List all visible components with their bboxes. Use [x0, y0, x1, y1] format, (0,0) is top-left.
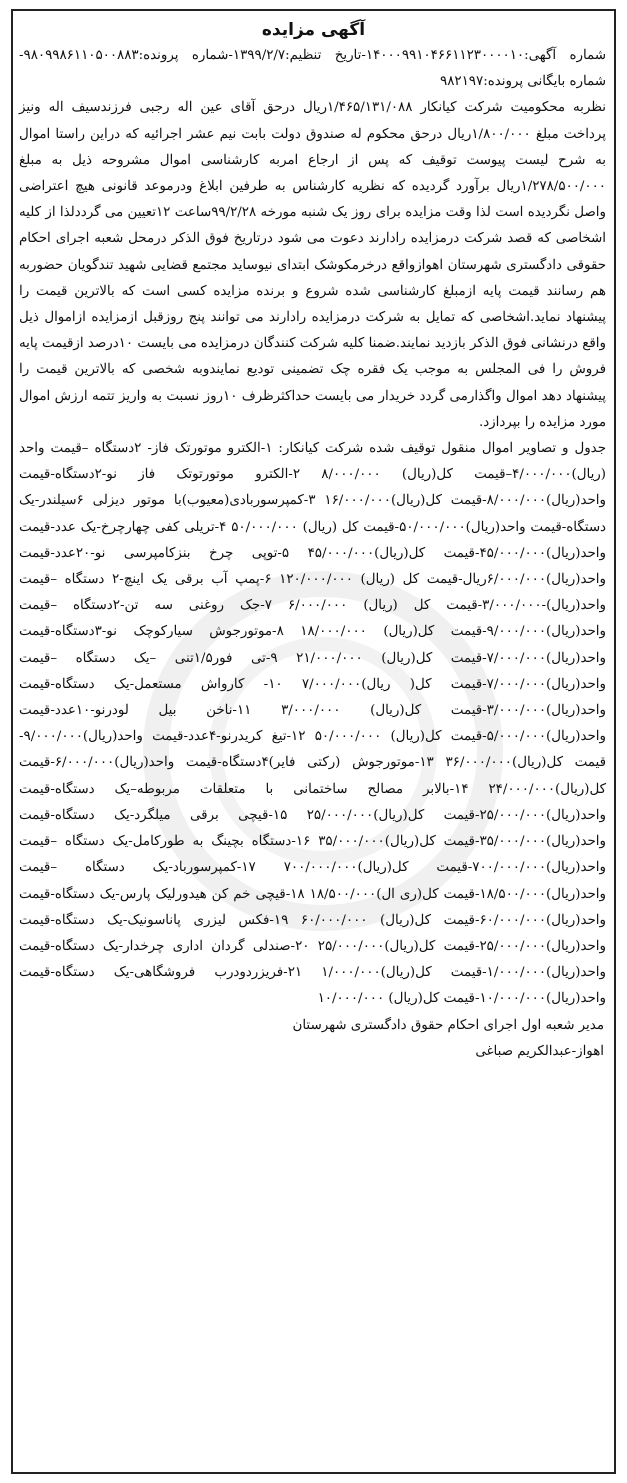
signature-name: اهواز-عبدالکریم صباغی — [475, 1043, 604, 1059]
notice-title: آگهی مزایده — [261, 20, 366, 40]
notice-items-list: جدول و تصاویر اموال منقول توقیف شده شرکت کیانکار: ۱-الکترو موتورتک فاز- ۲دستگاه –قیمت واحد (ریال)۴/۰۰۰/۰۰۰–قیمت کل(ریال) ۸/۰۰۰/۰۰۰ ۲-الکترو موتورتوتک فاز نو-۲دستگاه-قیمت واحد(ریال)۸/۰۰۰/۰۰۰-قیمت کل(ریال)۱۶/۰۰۰/۰۰۰ ۳-کمپرسوربادی(معیوب)با موتور دیزلی ۶سیلندر-یک دستگاه-قیمت واحد(ریال)۵۰/۰۰۰/۰۰۰-قیمت کل (ریال) ۵۰/۰۰۰/۰۰۰ ۴-تریلی کفی چهارچرخ-یک عدد-قیمت واحد(ریال)۴۵/۰۰۰/۰۰۰-قیمت کل(ریال)۴۵/۰۰۰/۰۰۰ ۵-توپی چرخ بنزکامپرسی نو-۲۰عدد-قیمت واحد(ریال)۶/۰۰۰/۰۰۰ریال-قیمت کل (ریال) ۱۲۰/۰۰۰/۰۰۰ ۶-پمپ آب برقی یک اینچ-۲ دستگاه –قیمت واحد(ریال)-۳/۰۰۰/۰۰۰-قیمت کل (ریال) ۶/۰۰۰/۰۰۰ ۷-جک روغنی سه تن-۲دستگاه –قیمت واحد(ریال)۹/۰۰۰/۰۰۰-قیمت کل(ریال) ۱۸/۰۰۰/۰۰۰ ۸-موتورجوش سیارکوچک نو-۳دستگاه-قیمت واحد(ریال)۷/۰۰۰/۰۰۰-قیمت کل(ریال) ۲۱/۰۰۰/۰۰۰ ۹-تی فور۱/۵تنی –یک دستگاه –قیمت واحد(ریال)۷/۰۰۰/۰۰۰-قیمت کل( ریال)۷/۰۰۰/۰۰۰ ۱۰- کارواش مستعمل-یک دستگاه-قیمت واحد(ریال)۳/۰۰۰/۰۰۰-قیمت کل(ریال) ۳/۰۰۰/۰۰۰ ۱۱-ناخن بیل لودرنو-۱۰عدد-قیمت واحد(ریال)۵/۰۰۰/۰۰۰-قیمت کل(ریال) ۵۰/۰۰۰/۰۰۰ ۱۲-تیغ کریدرنو-۴عدد-قیمت واحد(ریال)۹/۰۰۰/۰۰۰-قیمت کل(ریال)۳۶/۰۰۰/۰۰۰ ۱۳-موتورجوش (رکتی فایر)۴دستگاه-قیمت واحد(ریال)۶/۰۰۰/۰۰۰-قیمت کل(ریال)۲۴/۰۰۰/۰۰۰ ۱۴-بالابر مصالح ساختمانی با متعلقات مربوطه–یک دستگاه-قیمت واحد(ریال)۲۵/۰۰۰/۰۰۰-قیمت کل(ریال)۲۵/۰۰۰/۰۰۰ ۱۵-قیچی برقی میلگرد-یک دستگاه-قیمت واحد(ریال)۳۵/۰۰۰/۰۰۰-قیمت کل(ریال)۳۵/۰۰۰/۰۰۰ ۱۶-دستگاه بچینگ به طورکامل-یک دستگاه –قیمت واحد(ریال)۷۰۰/۰۰۰/۰۰۰-قیمت کل(ریال)۷۰۰/۰۰۰/۰۰۰ ۱۷-کمپرسورباد-یک دستگاه –قیمت واحد(ریال)۱۸/۵۰۰/۰۰۰-قیمت کل(ری ال)۱۸/۵۰۰/۰۰۰ ۱۸-قیچی خم کن هیدورلیک پارس-یک دستگاه-قیمت واحد(ریال)۶۰/۰۰۰/۰۰۰-قیمت کل(ریال) ۶۰/۰۰۰/۰۰۰ ۱۹-فکس لیزری پاناسونیک-یک دستگاه-قیمت واحد(ریال)۲۵/۰۰۰/۰۰۰-قیمت کل(ریال)۲۵/۰۰۰/۰۰۰ ۲۰-صندلی گردان اداری چرخدار-یک دستگاه-قیمت واحد(ریال)۱/۰۰۰/۰۰۰-قیمت کل(ریال)۱/۰۰۰/۰۰۰ ۲۱-فریزردودرب فروشگاهی-یک دستگاه-قیمت واحد(ریال)۱۰/۰۰۰/۰۰۰-قیمت کل(ریال) ۱۰/۰۰۰/۰۰۰ — [19, 441, 607, 1007]
notice-body — [13, 43, 614, 1065]
auction-notice — [11, 9, 616, 1474]
notice-header-line: شماره آگهی:۱۴۰۰۰۹۹۱۰۴۶۶۱۱۲۳۰۰۰۰۱۰-تاریخ تنظیم:۱۳۹۹/۲/۷-شماره پرونده:۹۸۰۹۹۸۶۱۱۰۵۰۰۸۸۳-شماره بایگانی پرونده:۹۸۲۱۹۷ — [19, 48, 606, 90]
signature-title: مدیر شعبه اول اجرای احکام حقوق دادگستری شهرستان — [292, 1017, 604, 1033]
notice-paragraph-main: نظربه محکومیت شرکت کیانکار ۱/۴۶۵/۱۳۱/۰۸۸ریال درحق آقای عین اله رجبی فرزندسیف اله ونیز پرداخت مبلغ ۱/۸۰۰/۰۰۰ریال درحق محکوم له صندوق دولت بابت نیم عشر اجرائیه که دراین راستا اموال به شرح لیست پیوست توقیف که پس از ارجاع امربه کارشناسی اموال مشروحه ذیل به مبلغ ۱/۲۷۸/۵۰۰/۰۰۰ریال برآورد گردیده که نظریه کارشناس به طرفین ابلاغ ودرموعد قانونی هیچ اعتراضی واصل نگردیده است لذا وقت مزایده برای روز یک شنبه مورخه ۹۹/۲/۲۸ساعت ۱۲تعیین می گرددلذا از کلیه اشخاصی که قصد شرکت درمزایده رادارند دعوت می شود درتاریخ فوق الذکر درمحل شعبه اجرای احکام حقوقی دادگستری شهرستان اهوازواقع درخرمکوشک ابتدای نیوساید مجتمع قضایی شهید تندگویان حضوربه هم رسانند قیمت پایه ازمبلغ کارشناسی شده شروع و برنده مزایده کسی است که بالاترین قیمت را پیشنهاد نماید.اشخاصی که تمایل به شرکت درمزایده رادارند می توانند پنج روزقبل ازمزایده ازاموال ذیل واقع درنشانی فوق الذکر بازدید نمایند.ضمنا کلیه شرکت کنندگان درمزایده می بایست ۱۰درصد ازقیمت پایه فروش را فی المجلس به موجب یک فقره چک تضمینی توديع نمایندوبه شخصی که بالاترین قیمت را پیشنهاد دهد اموال واگذارمی گردد خریدار می بایست حداکثرظرف ۱۰روز نسبت به واریز تتمه ارزش اموال مورد مزایده را بپردازد. — [19, 100, 606, 430]
